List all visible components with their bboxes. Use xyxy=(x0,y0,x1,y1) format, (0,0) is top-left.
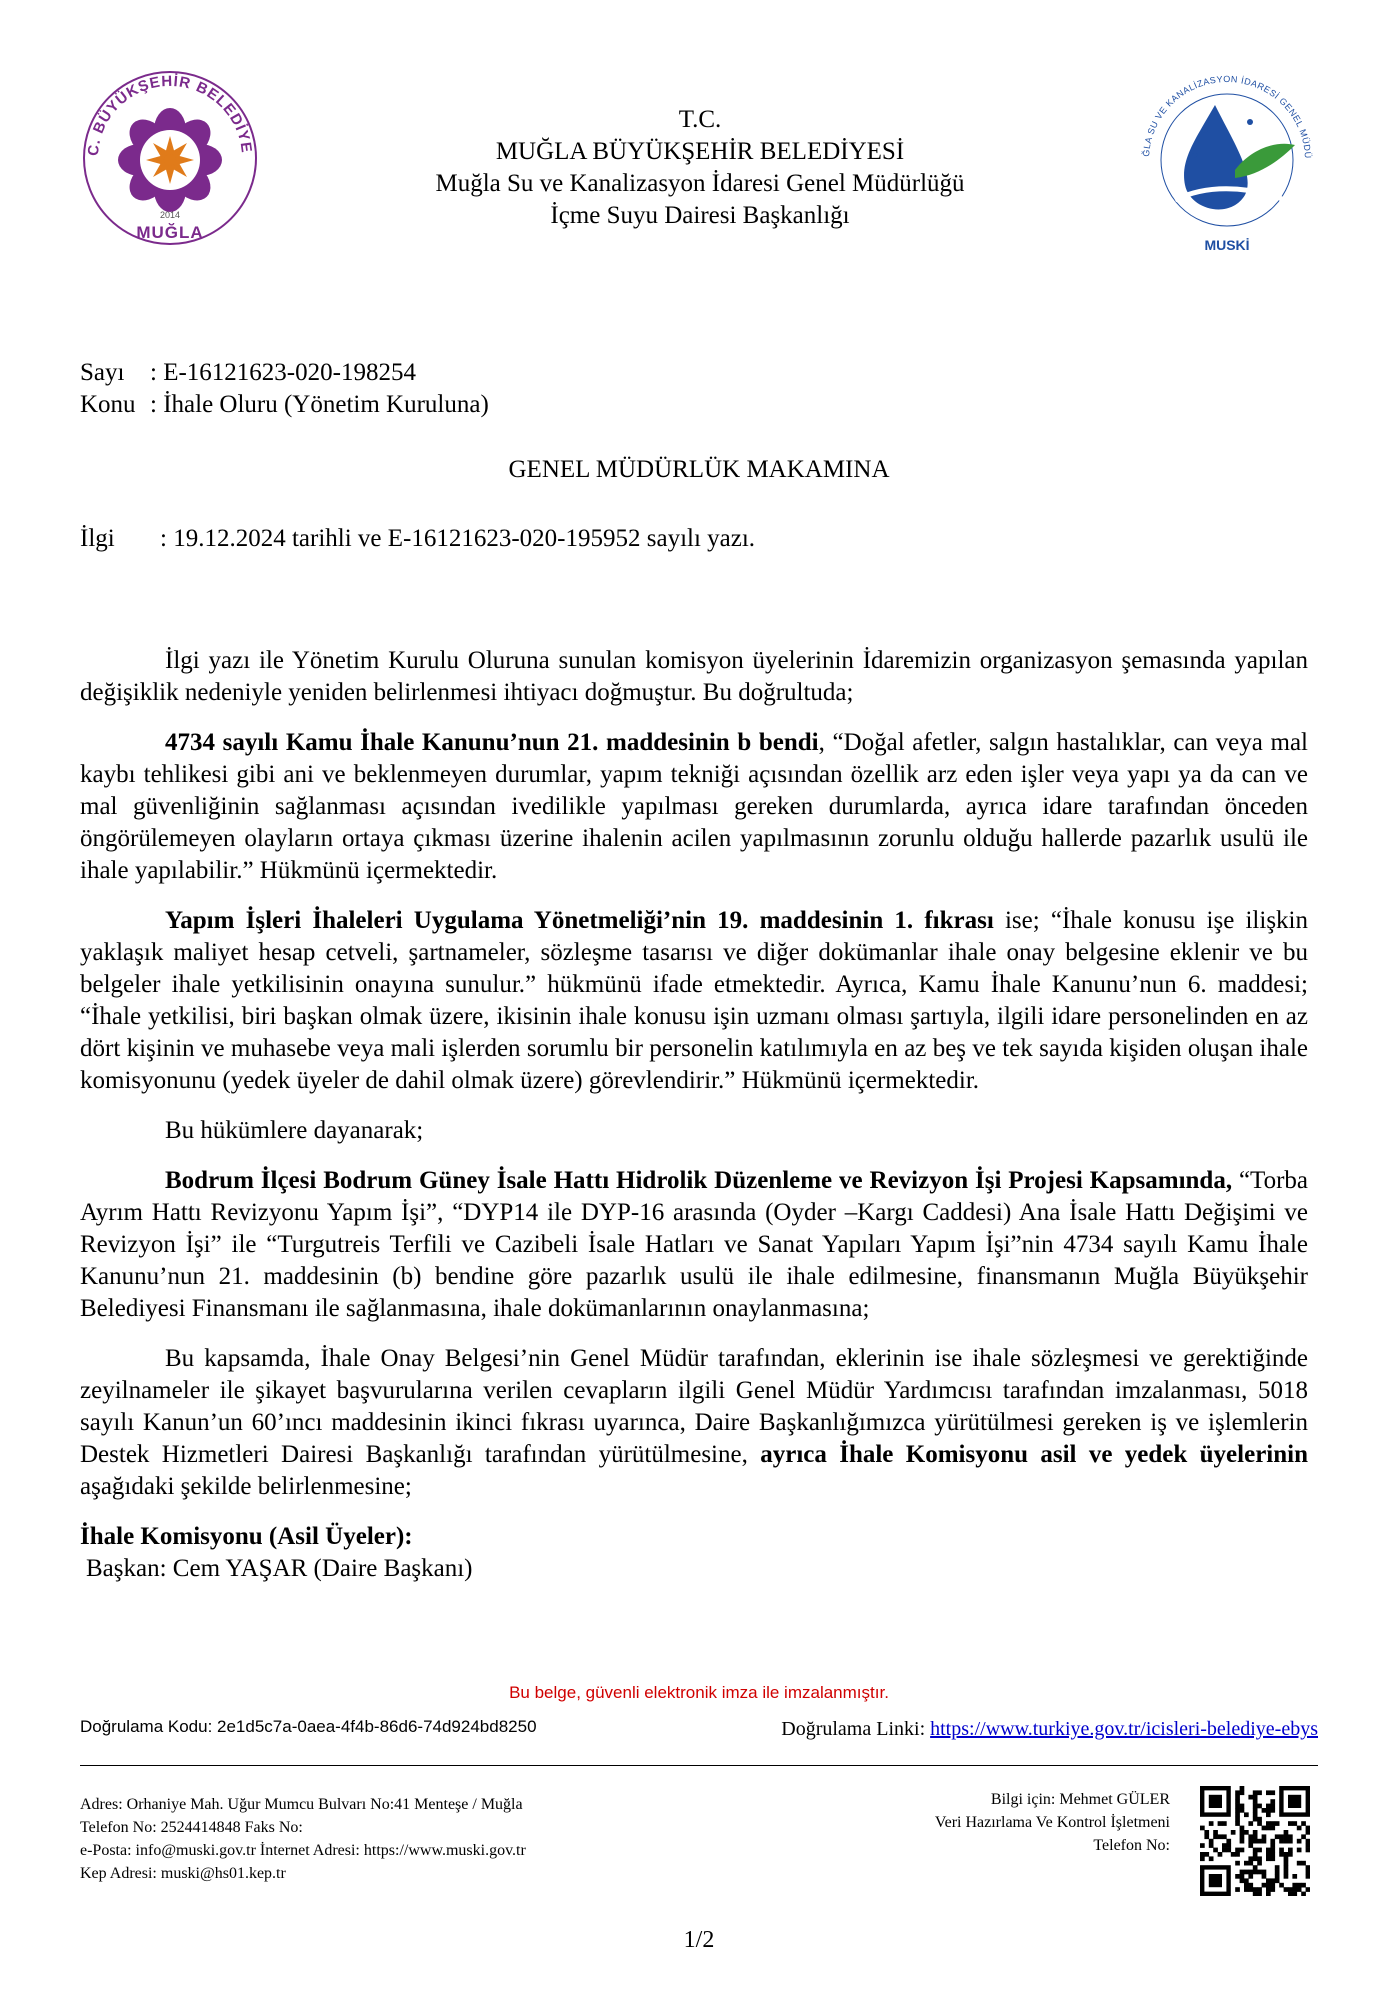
paragraph-1: İlgi yazı ile Yönetim Kurulu Oluruna sunulan komisyon üyelerinin İdaremizin organizasyon şemasında yapılan değişiklik nedeniyle yeniden belirlenmesi ihtiyacı doğmuştur. Bu doğrultuda; xyxy=(80,647,1308,706)
addressee: GENEL MÜDÜRLÜK MAKAMINA xyxy=(508,456,890,483)
header-department: İçme Suyu Dairesi Başkanlığı xyxy=(550,202,850,229)
paragraph-5-bold: Bodrum İlçesi Bodrum Güney İsale Hattı Hidrolik Düzenleme ve Revizyon İşi Projesi Kapsamında, xyxy=(165,1167,1233,1194)
konu-value: : İhale Oluru (Yönetim Kuruluna) xyxy=(150,391,489,418)
commission-heading-text: İhale Komisyonu (Asil Üyeler): xyxy=(80,1523,413,1550)
ilgi-label: İlgi xyxy=(80,525,115,552)
logo-left-ring-text: C. BÜYÜKŞEHİR BELEDİYE xyxy=(84,72,255,157)
paragraph-6 xyxy=(80,1343,1308,1503)
document-body xyxy=(80,645,1308,1585)
document-meta xyxy=(80,357,489,421)
paragraph-6-text-2: aşağıdaki şekilde belirlenmesine; xyxy=(80,1473,412,1500)
paragraph-6-text-1: Bu kapsamda, İhale Onay Belgesi’nin Genel Müdür tarafından, eklerinin ise ihale sözleşmesi ve gerektiğinde zeyilnameler ile şikayet başvurularına verilen cevapların ilgili Genel Müdür Yardımcısı tarafından imzalanması, 5018 sayılı Kanun’un 60’ıncı maddesinin ikinci fıkrası uyarınca, Daire Başkanlığımızca yürütülmesi gereken iş ve işlemlerin Destek Hizmetleri Dairesi Başkanlığı tarafından yürütülmesine, xyxy=(80,1345,1308,1468)
verification-link-label: Doğrulama Linki: xyxy=(781,1718,931,1740)
page-number: 1/2 xyxy=(683,1927,715,1953)
verification-code: Doğrulama Kodu: 2e1d5c7a-0aea-4f4b-86d6-74d924bd8250 xyxy=(80,1717,537,1736)
phone-line: Telefon No: 2524414848 Faks No: xyxy=(80,1819,303,1836)
logo-left-year: 2014 xyxy=(159,210,181,220)
address-block xyxy=(80,1793,526,1885)
footer-divider xyxy=(80,1765,1318,1766)
paragraph-2-text: , “Doğal afetler, salgın hastalıklar, can veya mal kaybı tehlikesi gibi ani ve beklenmeyen durumlar, yapım tekniği açısından özellik arz eden işler veya yapı ya da can ve mal güvenliğinin sağlanması açısından ivedilikle yapılması gereken durumlarda, ayrıca idare tarafından önceden öngörülemeyen olayların ortaya çıkması üzerine ihalenin acilen yapılmasının zorunlu olduğu hallerde pazarlık usulü ile ihale yapılabilir.” Hükmünü içermektedir. xyxy=(80,729,1308,884)
muğla-büyükşehir-logo xyxy=(80,68,260,248)
paragraph-2-bold: 4734 sayılı Kamu İhale Kanunu’nun 21. maddesinin b bendi xyxy=(165,729,819,756)
address-line: Adres: Orhaniye Mah. Uğur Mumcu Bulvarı No:41 Menteşe / Muğla xyxy=(80,1796,523,1813)
paragraph-2 xyxy=(80,727,1308,887)
header-directorate: Muğla Su ve Kanalizasyon İdaresi Genel Müdürlüğü xyxy=(435,170,965,197)
contact-phone: Telefon No: xyxy=(1093,1837,1170,1854)
logo-left-city: MUĞLA xyxy=(136,223,204,242)
ilgi-row xyxy=(80,525,755,553)
logo-right-ring-text: ĞLA SU VE KANALİZASYON İDARESİ GENEL MÜDÜ xyxy=(1141,73,1314,159)
paragraph-3-bold: Yapım İşleri İhaleleri Uygulama Yönetmeliği’nin 19. maddesinin 1. fıkrası xyxy=(165,907,994,934)
logo-right-name: MUSKİ xyxy=(1204,237,1250,253)
paragraph-3-text: ise; “İhale konusu işe ilişkin yaklaşık maliyet hesap cetveli, şartnameler, sözleşme tasarısı ve diğer dokümanlar ihale onay belgesine eklenir ve bu belgeler ihale yetkilisinin onayına sunulur.” hükmünü ifade etmektedir. Ayrıca, Kamu İhale Kanunu’nun 6. maddesi; “İhale yetkilisi, biri başkan olmak üzere, ikisinin ihale konusu işin uzmanı olması şartıyla, ilgili idare personelinden en az dört kişinin ve muhasebe veya mali işlerden sorumlu bir personelin katılımıyla en az beş ve tek sayıda kişiden oluşan ihale komisyonunu (yedek üyeler de dahil olmak üzere) görevlendirir.” Hükmünü içermektedir. xyxy=(80,907,1308,1094)
esign-note: Bu belge, güvenli elektronik imza ile imzalanmıştır. xyxy=(509,1683,889,1702)
paragraph-5 xyxy=(80,1165,1308,1325)
kep-line: Kep Adresi: muski@hs01.kep.tr xyxy=(80,1865,286,1882)
document-header xyxy=(300,104,1100,232)
qr-code xyxy=(1200,1786,1310,1896)
paragraph-3 xyxy=(80,905,1308,1097)
sayi-value: : E-16121623-020-198254 xyxy=(150,359,416,386)
konu-row xyxy=(80,389,489,421)
konu-label: Konu xyxy=(80,391,136,418)
paragraph-6-bold: ayrıca İhale Komisyonu asil ve yedek üyelerinin xyxy=(760,1441,1308,1468)
commission-chair: Başkan: Cem YAŞAR (Daire Başkanı) xyxy=(86,1555,473,1582)
paragraph-5-text: “Torba Ayrım Hattı Revizyonu Yapım İşi”, “DYP14 ile DYP-16 arasında (Oyder –Kargı Caddesi) Ana İsale Hattı Değişimi ve Revizyon İşi” ile “Turgutreis Terfili ve Cazibeli İsale Hatları ve Sanat Yapıları Yapım İşi”nin 4734 sayılı Kamu İhale Kanunu’nun 21. maddesinin (b) bendine göre pazarlık usulü ile ihale edilmesine, finansmanın Muğla Büyükşehir Belediyesi Finansmanı ile sağlanmasına, ihale dokümanlarının onaylanmasına; xyxy=(80,1167,1309,1322)
commission-heading xyxy=(80,1521,1308,1553)
contact-title: Veri Hazırlama Ve Kontrol İşletmeni xyxy=(934,1814,1170,1831)
header-municipality: MUĞLA BÜYÜKŞEHİR BELEDİYESİ xyxy=(495,138,905,165)
verification-link[interactable]: https://www.turkiye.gov.tr/icisleri-belediye-ebys xyxy=(930,1718,1318,1740)
muski-logo xyxy=(1135,60,1320,260)
email-line: e-Posta: info@muski.gov.tr İnternet Adresi: https://www.muski.gov.tr xyxy=(80,1842,526,1859)
paragraph-4: Bu hükümlere dayanarak; xyxy=(165,1117,424,1144)
sayi-label: Sayı xyxy=(80,359,125,386)
header-tc: T.C. xyxy=(678,106,722,133)
verification-link-row xyxy=(781,1718,1318,1741)
contact-person: Bilgi için: Mehmet GÜLER xyxy=(990,1791,1170,1808)
ilgi-value: : 19.12.2024 tarihli ve E-16121623-020-195952 sayılı yazı. xyxy=(160,525,756,552)
sayi-row xyxy=(80,357,489,389)
contact-block xyxy=(935,1788,1170,1857)
